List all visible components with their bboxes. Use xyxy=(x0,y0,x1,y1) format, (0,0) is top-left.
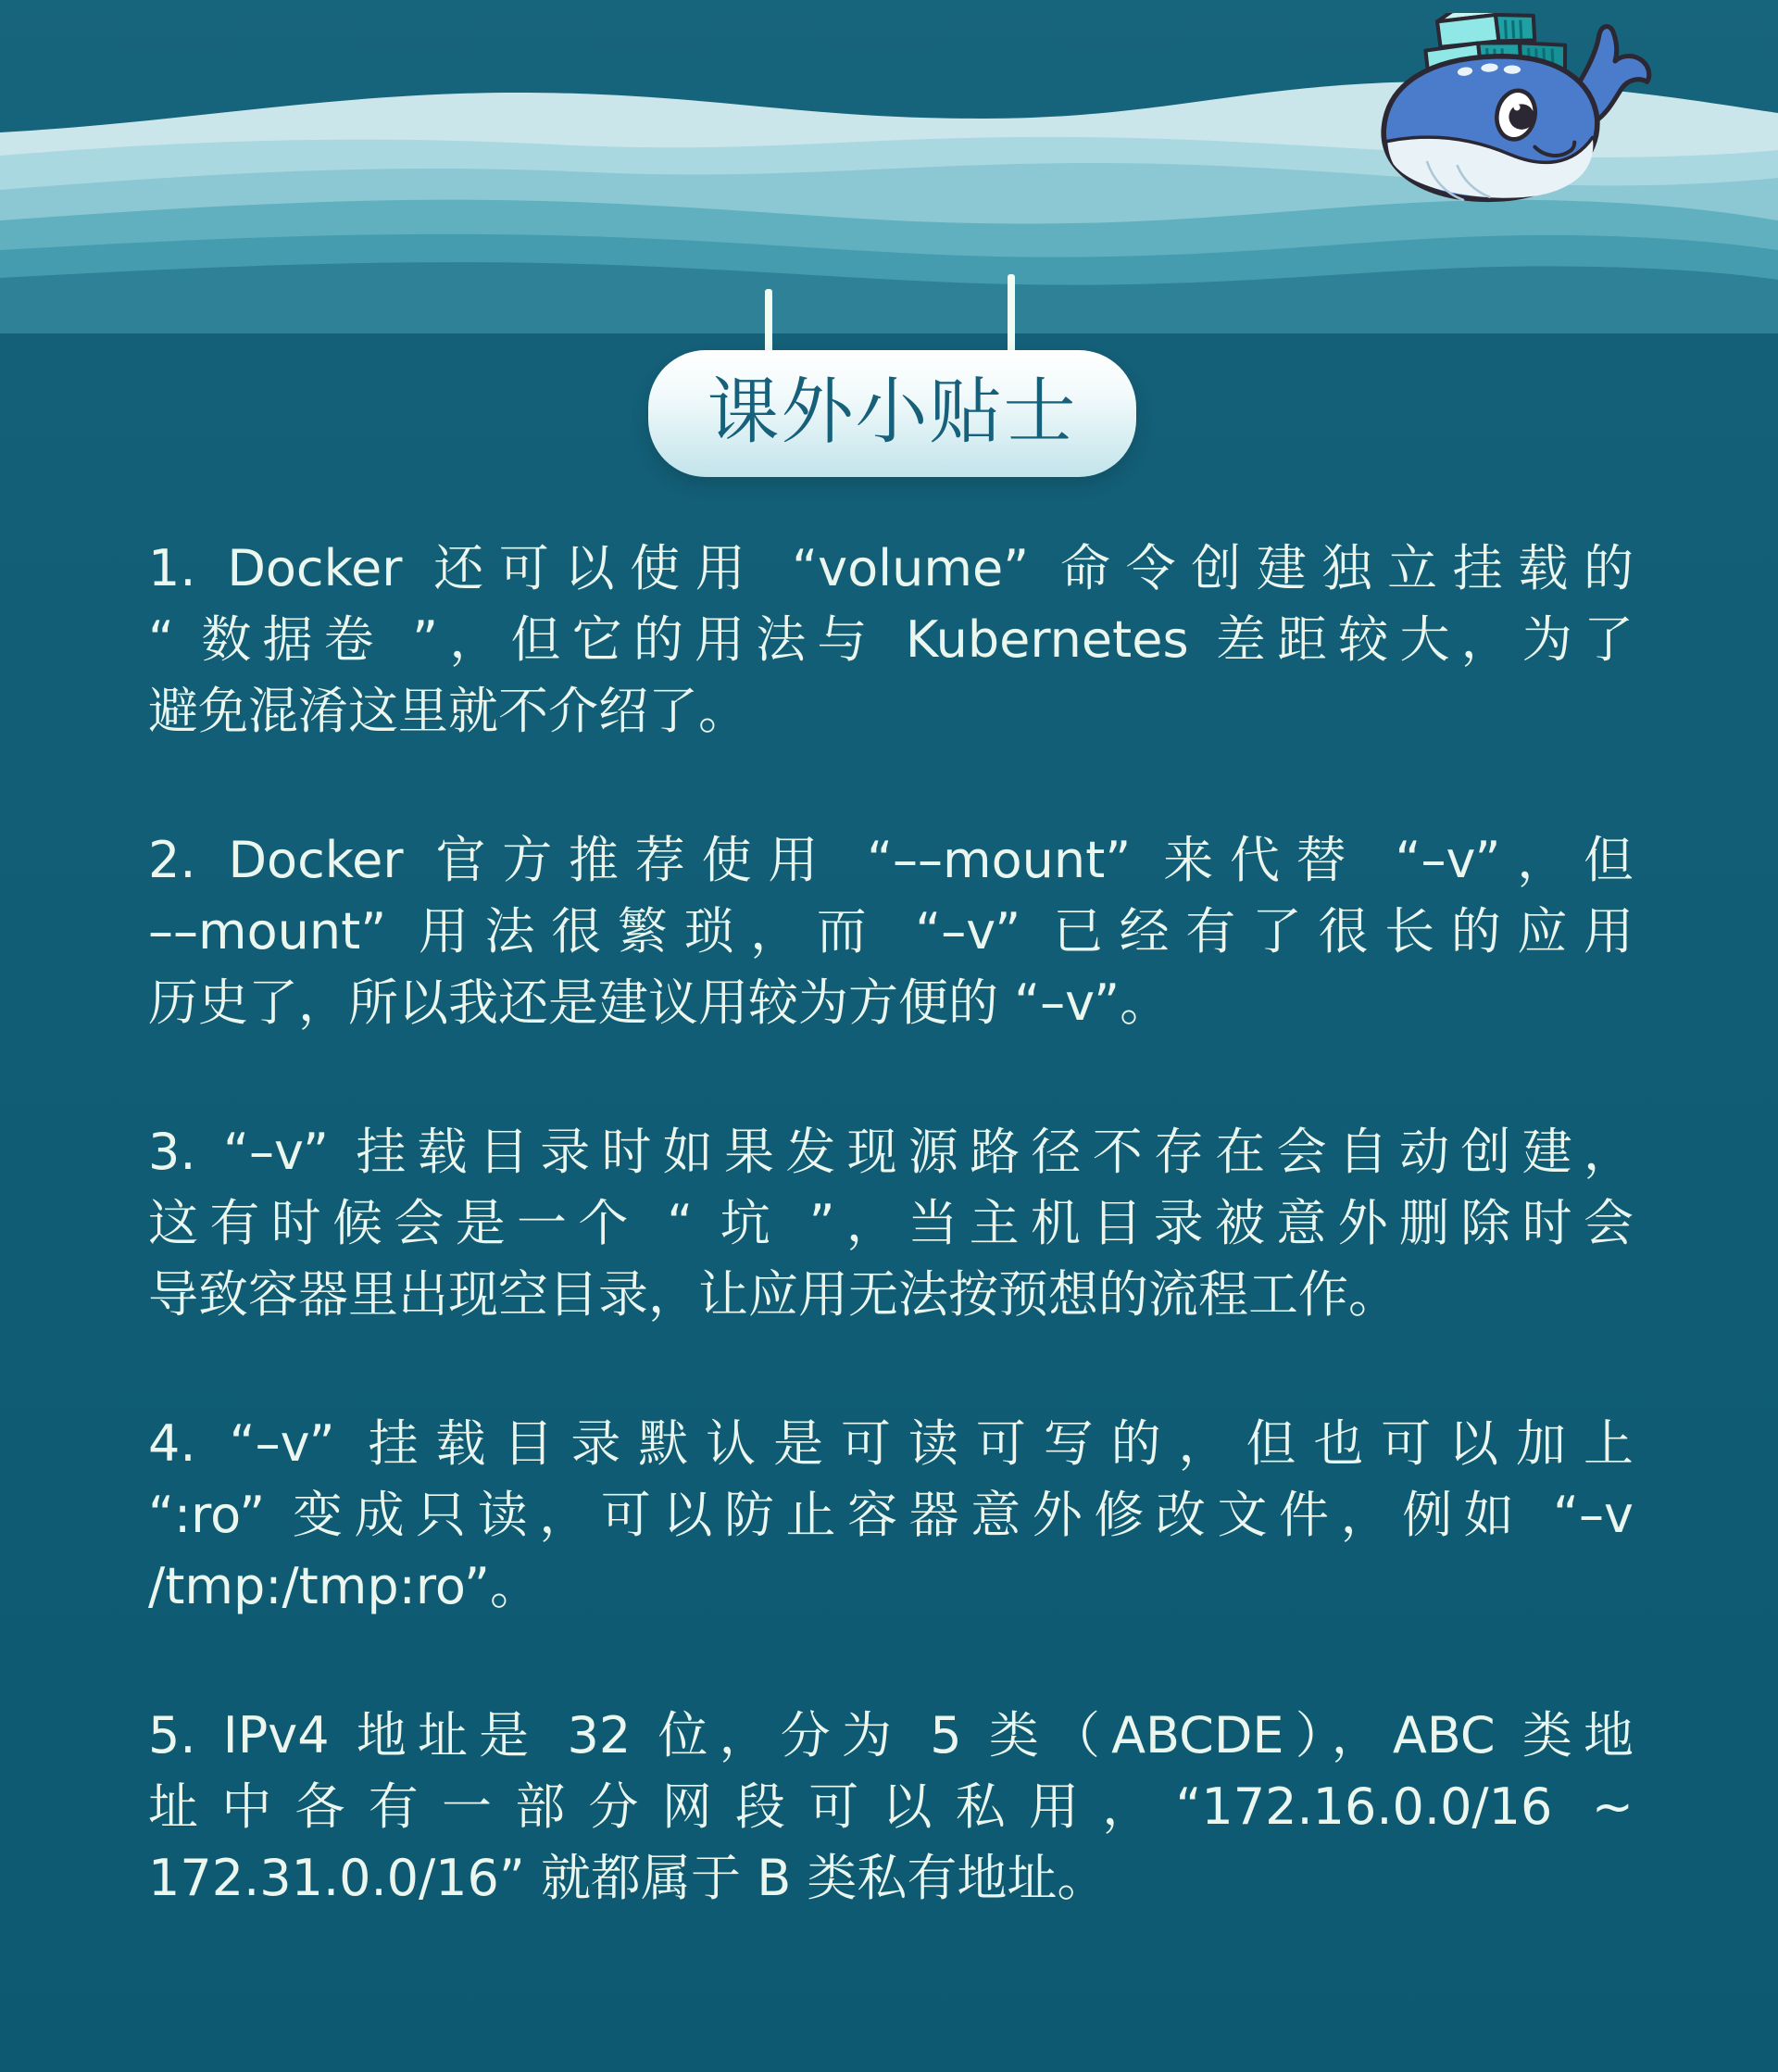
tip-item-1 xyxy=(148,533,1634,747)
tip-item-4 xyxy=(148,1408,1634,1622)
page-title: 课外小贴士 xyxy=(707,370,1078,454)
tip-line: “:ro” 变成只读，可以防止容器意外修改文件，例如 “–v xyxy=(148,1486,1634,1544)
tip-line: 址中各有一部分网段可以私用，“172.16.0.0/16 ~ xyxy=(148,1777,1634,1836)
tip-line: 4. “–v” 挂载目录默认是可读可写的，但也可以加上 xyxy=(148,1414,1634,1473)
tip-line: “ 数据卷 ”，但它的用法与 Kubernetes 差距较大，为了 xyxy=(148,610,1634,669)
whale-eye-glint xyxy=(1513,104,1520,110)
tip-line: ––mount” 用法很繁琐，而 “–v” 已经有了很长的应用 xyxy=(148,902,1634,961)
whale-pupil xyxy=(1509,104,1534,130)
docker-whale-mascot xyxy=(1372,13,1656,211)
tip-line: 导致容器里出现空目录，让应用无法按预想的流程工作。 xyxy=(148,1265,1398,1324)
tip-line: 5. IPv4 地址是 32 位，分为 5 类（ABCDE），ABC 类地 xyxy=(148,1706,1634,1764)
tip-line: 历史了，所以我还是建议用较为方便的 “–v”。 xyxy=(148,973,1171,1032)
tip-item-5 xyxy=(148,1700,1634,1914)
tip-line: 172.31.0.0/16” 就都属于 B 类私有地址。 xyxy=(148,1849,1108,1907)
tip-item-2 xyxy=(148,824,1634,1038)
tip-line: 1. Docker 还可以使用 “volume” 命令创建独立挂载的 xyxy=(148,539,1634,597)
badge-hanger-line-right xyxy=(1008,274,1015,354)
badge-hanger-line-left xyxy=(765,289,772,354)
tip-line: 3. “–v” 挂载目录时如果发现源路径不存在会自动创建， xyxy=(148,1123,1634,1181)
tip-line: 这有时候会是一个 “ 坑 ”，当主机目录被意外删除时会 xyxy=(148,1194,1634,1252)
tip-line: 2. Docker 官方推荐使用 “––mount” 来代替 “–v”，但 xyxy=(148,831,1634,889)
tip-item-3 xyxy=(148,1116,1634,1330)
title-badge xyxy=(648,350,1136,477)
tips-list xyxy=(148,533,1634,1914)
tip-line: /tmp:/tmp:ro”。 xyxy=(148,1557,540,1615)
tip-line: 避免混淆这里就不介绍了。 xyxy=(148,682,748,740)
